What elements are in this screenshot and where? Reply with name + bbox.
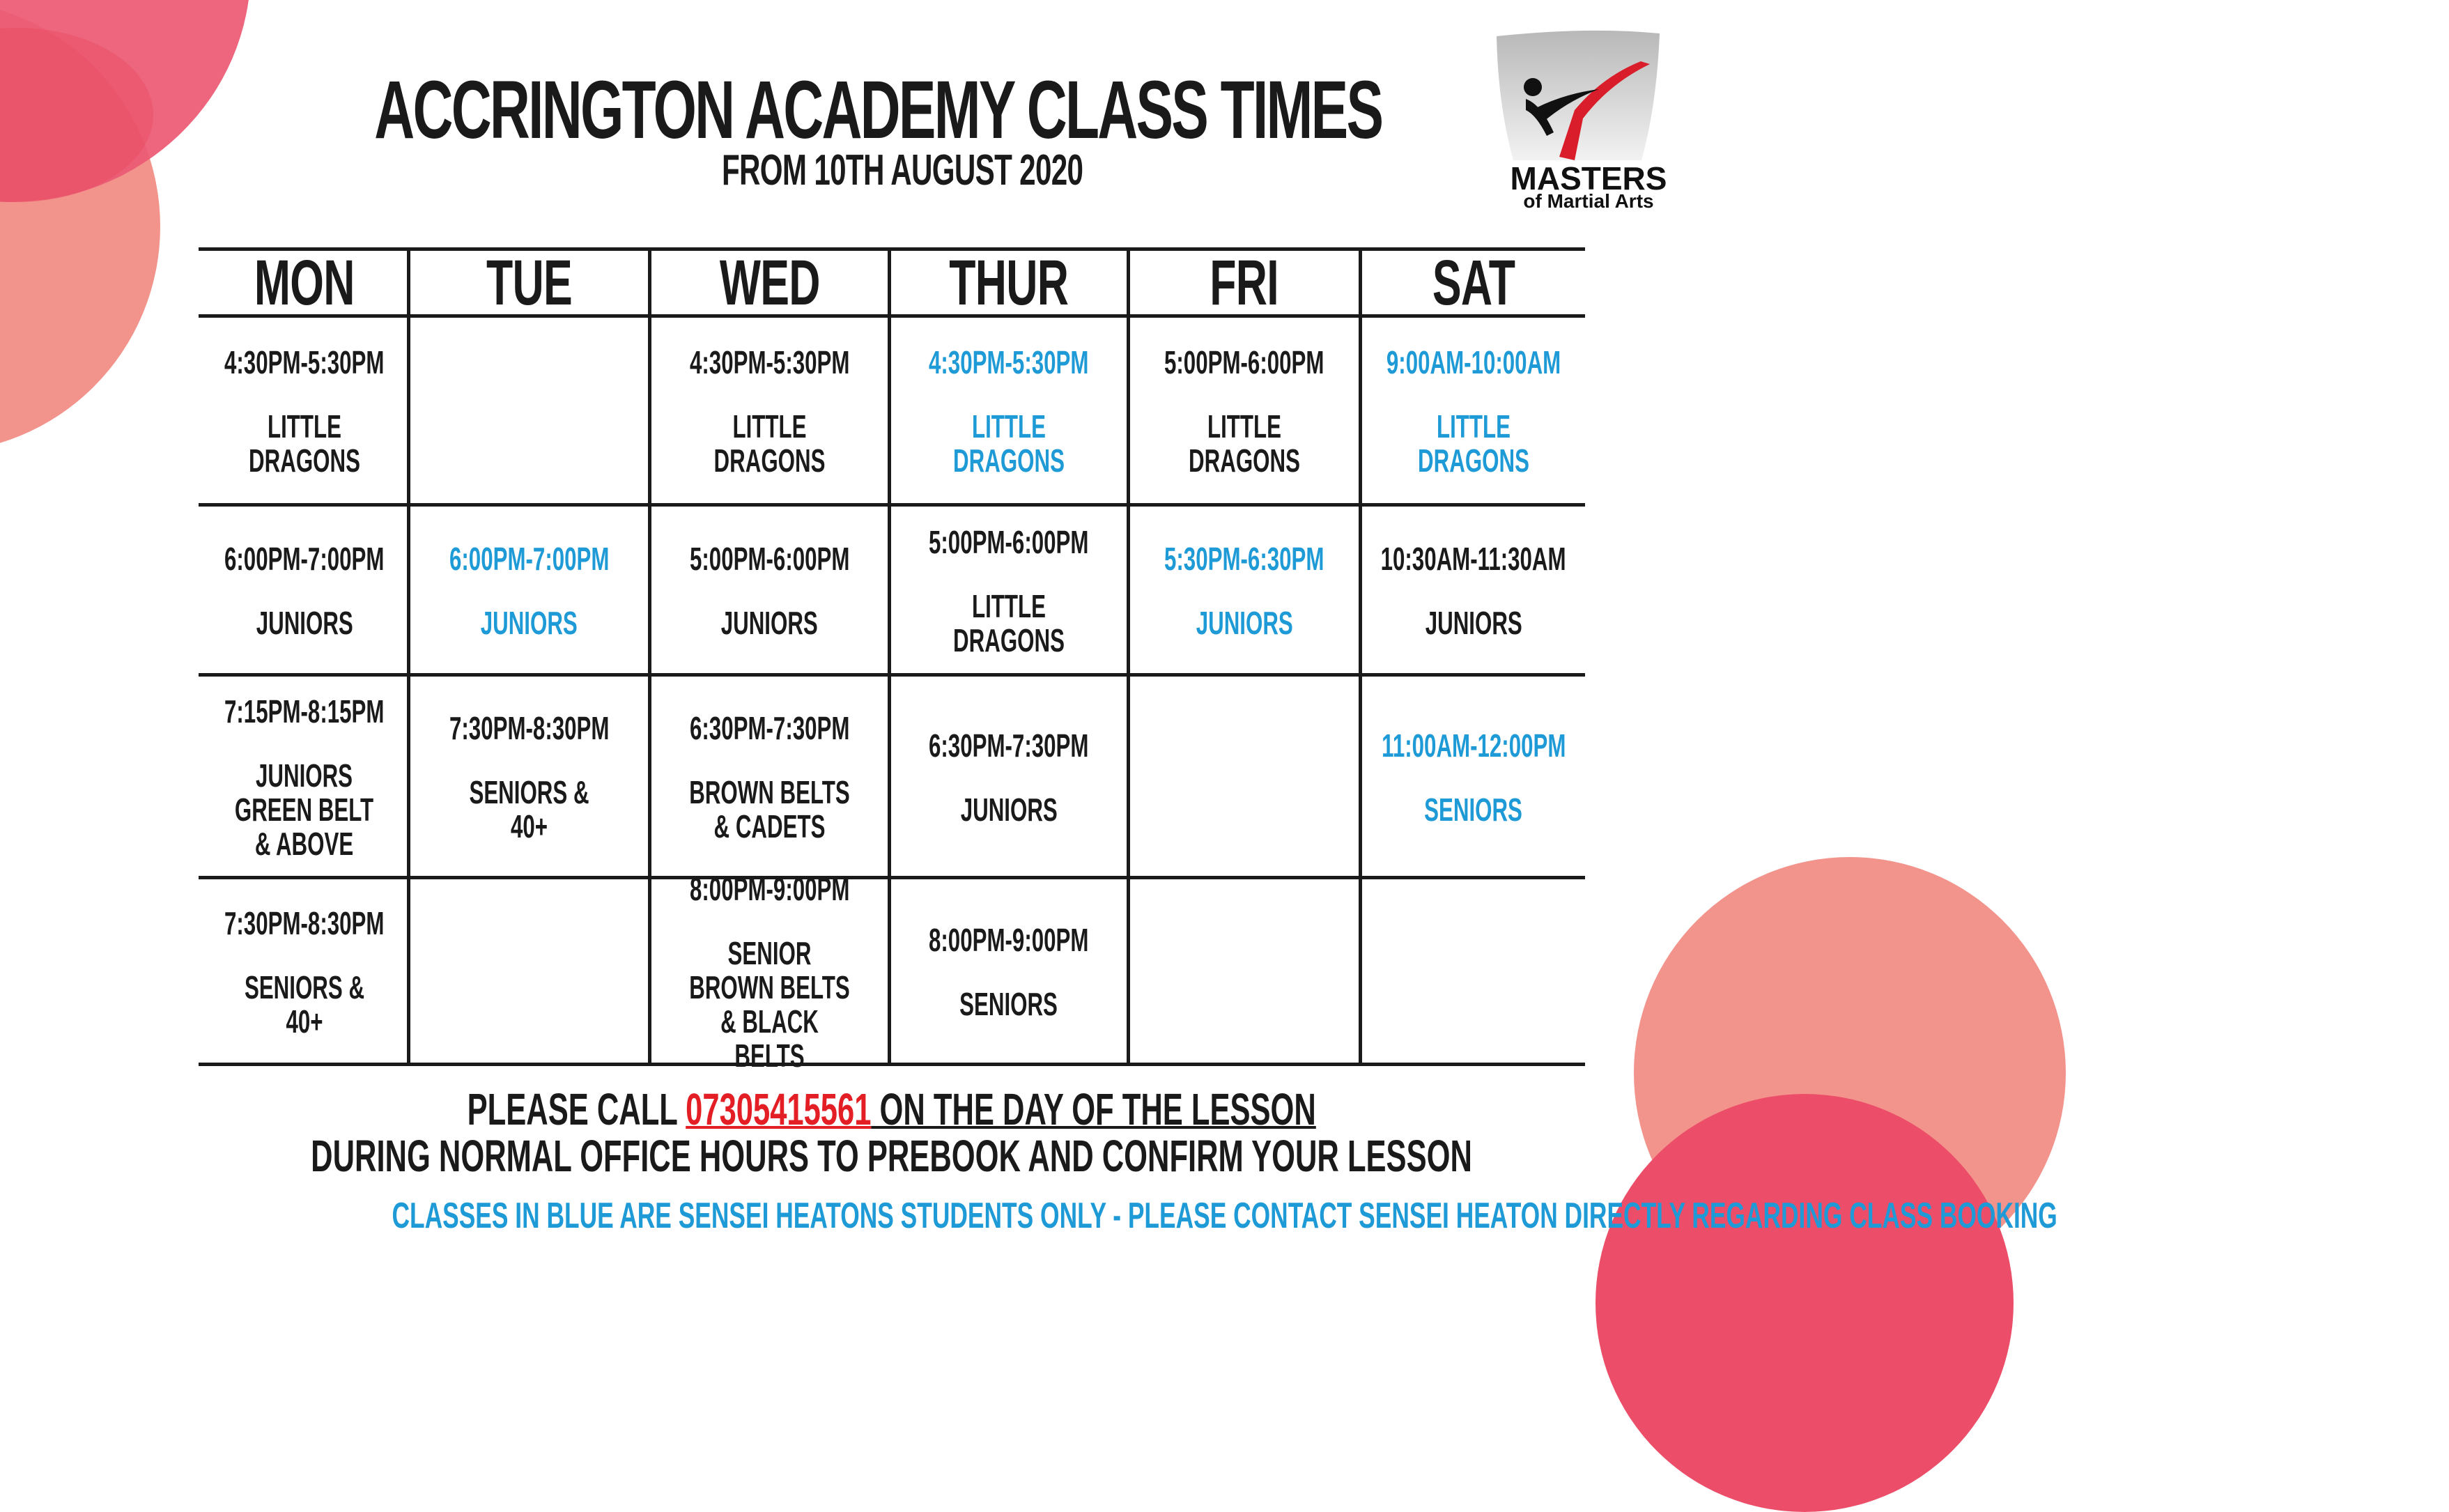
footer-office-hours-text: DURING NORMAL OFFICE HOURS TO PREBOOK AND CONFIRM YOUR LESSON [311, 1131, 1473, 1181]
day-header-mon [202, 247, 407, 318]
class-time: 8:00PM-9:00PM [929, 922, 1089, 958]
footer-blue-note-text: CLASSES IN BLUE ARE SENSEI HEATONS STUDENTS ONLY - PLEASE CONTACT SENSEI HEATON DIRECTLY REGARDING CLASS BOOKING [392, 1196, 2057, 1236]
logo-head-icon [1524, 78, 1542, 96]
logo-text-tagline: of Martial Arts [1523, 190, 1654, 212]
class-name: SENIORS [959, 986, 1058, 1022]
class-name: JUNIORS [720, 605, 819, 641]
footer-call-line [0, 1083, 1784, 1135]
day-header-thur [891, 247, 1127, 318]
day-header-wed [651, 247, 888, 318]
class-name: JUNIORS [256, 605, 353, 641]
class-name: LITTLE DRAGONS [953, 408, 1065, 479]
day-header-label: MON [254, 247, 355, 318]
class-time: 4:30PM-5:30PM [929, 344, 1089, 380]
day-header-label: THUR [949, 247, 1069, 318]
class-cell-sat-row3 [1362, 677, 1585, 876]
class-cell-mon-row4 [202, 879, 407, 1063]
class-cell-sat-row2 [1362, 507, 1585, 673]
class-cell-wed-row1 [651, 318, 888, 503]
footer-office-hours-line [0, 1130, 1784, 1182]
class-time: 9:00AM-10:00AM [1386, 344, 1561, 380]
class-time: 11:00AM-12:00PM [1381, 727, 1566, 764]
timetable [199, 247, 1585, 1074]
class-time: 7:15PM-8:15PM [224, 693, 385, 730]
class-name: JUNIORS [1425, 605, 1522, 641]
footer-call-pre: PLEASE CALL [467, 1084, 686, 1134]
class-cell-tue-row3 [410, 677, 648, 876]
page-title-text: ACCRINGTON ACADEMY CLASS TIMES [373, 64, 1382, 156]
class-time: 6:00PM-7:00PM [224, 541, 385, 577]
footer-blue-note [0, 1194, 2057, 1238]
class-cell-mon-row1 [202, 318, 407, 503]
class-cell-wed-row2 [651, 507, 888, 673]
footer-call-post: ON THE DAY OF THE LESSON [871, 1084, 1317, 1134]
class-cell-fri-row2 [1130, 507, 1359, 673]
class-name: LITTLE DRAGONS [1418, 408, 1529, 479]
class-time: 4:30PM-5:30PM [224, 344, 385, 380]
day-header-label: SAT [1432, 247, 1515, 318]
class-time: 5:30PM-6:30PM [1164, 541, 1324, 577]
class-cell-thur-row1 [891, 318, 1127, 503]
class-name: JUNIORS [960, 791, 1058, 828]
class-time: 6:00PM-7:00PM [449, 541, 610, 577]
class-name: LITTLE DRAGONS [713, 408, 826, 479]
class-time: 6:30PM-7:30PM [689, 710, 850, 746]
day-header-fri [1130, 247, 1359, 318]
class-time: 7:30PM-8:30PM [224, 904, 385, 941]
class-name: JUNIORS GREEN BELT & ABOVE [235, 757, 374, 862]
class-cell-wed-row3 [651, 677, 888, 876]
class-time: 10:30AM-11:30AM [1381, 541, 1567, 577]
class-name: JUNIORS [1196, 605, 1293, 641]
class-name: BROWN BELTS & CADETS [689, 774, 850, 844]
class-name: JUNIORS [480, 605, 578, 641]
class-cell-fri-row1 [1130, 318, 1359, 503]
footer-phone-number[interactable]: 07305415561 [686, 1084, 872, 1134]
class-name: LITTLE DRAGONS [249, 408, 360, 479]
class-time: 6:30PM-7:30PM [929, 727, 1089, 764]
class-cell-thur-row3 [891, 677, 1127, 876]
class-cell-mon-row3 [202, 677, 407, 876]
day-header-label: FRI [1210, 247, 1279, 318]
class-cell-sat-row1 [1362, 318, 1585, 503]
class-time: 4:30PM-5:30PM [689, 344, 850, 380]
day-header-tue [410, 247, 648, 318]
page-subtitle-text: FROM 10TH AUGUST 2020 [721, 146, 1083, 194]
logo-text-masters: MASTERS [1510, 160, 1667, 196]
masters-logo [1477, 28, 1700, 213]
class-time: 8:00PM-9:00PM [689, 870, 850, 907]
day-header-label: TUE [486, 247, 573, 318]
class-name: LITTLE DRAGONS [1189, 408, 1300, 479]
class-time: 7:30PM-8:30PM [449, 710, 610, 746]
class-cell-wed-row4 [651, 870, 888, 1074]
class-cell-tue-row2 [410, 507, 648, 673]
class-name: SENIORS & 40+ [469, 774, 589, 844]
class-name: SENIOR BROWN BELTS & BLACK BELTS [689, 934, 850, 1074]
class-name: SENIORS & 40+ [244, 969, 365, 1040]
class-time: 5:00PM-6:00PM [689, 541, 850, 577]
day-header-sat [1362, 247, 1585, 318]
class-time: 5:00PM-6:00PM [929, 523, 1089, 560]
class-cell-thur-row2 [891, 507, 1127, 673]
class-name: SENIORS [1424, 791, 1523, 828]
class-name: LITTLE DRAGONS [953, 587, 1065, 658]
day-header-label: WED [719, 247, 820, 318]
class-cell-thur-row4 [891, 879, 1127, 1063]
class-cell-mon-row2 [202, 507, 407, 673]
class-time: 5:00PM-6:00PM [1164, 344, 1324, 380]
